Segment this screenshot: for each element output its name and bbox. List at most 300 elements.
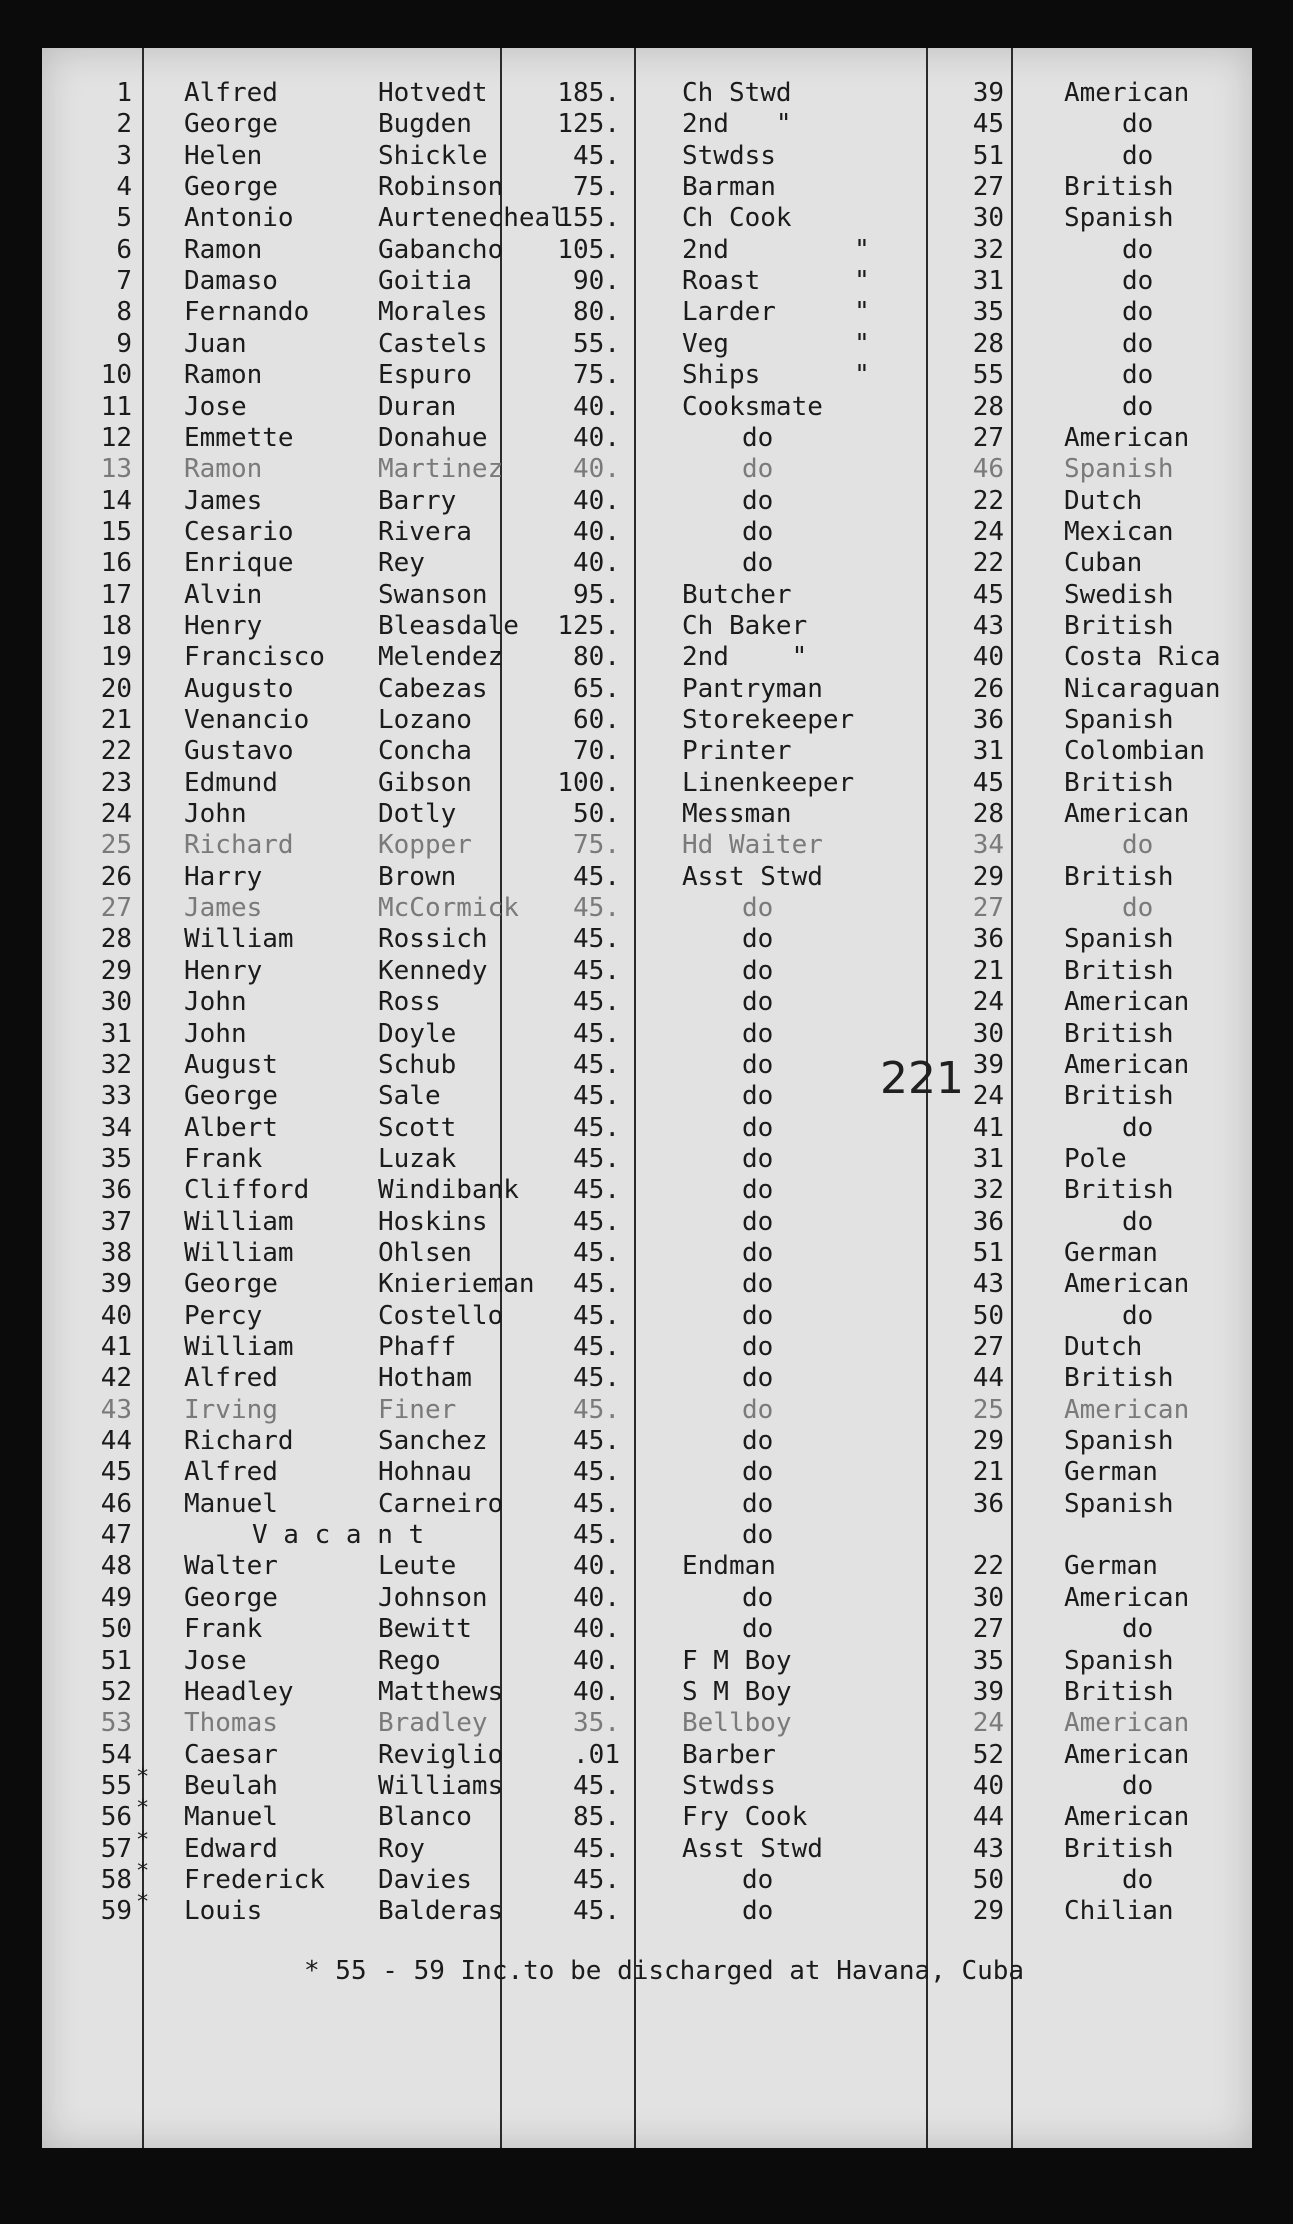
rating: do: [742, 1269, 774, 1299]
wage: 45.: [573, 1426, 620, 1456]
nationality: Spanish: [1064, 1426, 1174, 1456]
row-number: 23: [100, 768, 132, 798]
age: 30: [972, 203, 1004, 233]
wage: 45.: [573, 1834, 620, 1864]
rating: do: [742, 1238, 774, 1268]
nationality: British: [1064, 172, 1174, 202]
age: 51: [972, 141, 1004, 171]
nationality: Spanish: [1064, 924, 1174, 954]
row-number: 2: [116, 109, 132, 139]
row-number: 33: [100, 1081, 132, 1111]
crew-list-page: [42, 48, 1252, 2148]
first-name: James: [184, 893, 263, 923]
row-number: 27: [100, 893, 132, 923]
nationality: Spanish: [1064, 203, 1174, 233]
wage: 45.: [573, 893, 620, 923]
age: 22: [972, 1551, 1004, 1581]
first-name: Antonio: [184, 203, 294, 233]
nationality: American: [1064, 78, 1190, 108]
wage: .01: [573, 1740, 620, 1770]
nationality: do: [1122, 1771, 1154, 1801]
row-number: 35: [100, 1144, 132, 1174]
last-name: Bradley: [378, 1708, 488, 1738]
rating: do: [742, 1896, 774, 1926]
wage: 40.: [573, 1551, 620, 1581]
wage: 80.: [573, 642, 620, 672]
last-name: Leute: [378, 1551, 457, 1581]
nationality: American: [1064, 1583, 1190, 1613]
age: 52: [972, 1740, 1004, 1770]
wage: 40.: [573, 1646, 620, 1676]
last-name: Duran: [378, 392, 457, 422]
wage: 40.: [573, 517, 620, 547]
last-name: Costello: [378, 1301, 504, 1331]
wage: 45.: [573, 1520, 620, 1550]
rating: Hd Waiter: [682, 830, 823, 860]
first-name: Edward: [184, 1834, 278, 1864]
age: 41: [972, 1113, 1004, 1143]
footnote: * 55 - 59 Inc.to be discharged at Havana, Cuba: [304, 1956, 1025, 1986]
rating: S M Boy: [682, 1677, 792, 1707]
first-name: Damaso: [184, 266, 278, 296]
first-name: Headley: [184, 1677, 294, 1707]
wage: 75.: [573, 360, 620, 390]
last-name: Hoskins: [378, 1207, 488, 1237]
first-name: Irving: [184, 1395, 278, 1425]
row-number: 4: [116, 172, 132, 202]
nationality: British: [1064, 1677, 1174, 1707]
rating: do: [742, 486, 774, 516]
row-number: 29: [100, 956, 132, 986]
age: 32: [972, 235, 1004, 265]
last-name: Doyle: [378, 1019, 457, 1049]
page-number: 221: [880, 1053, 964, 1104]
first-name: Emmette: [184, 423, 294, 453]
last-name: Luzak: [378, 1144, 457, 1174]
rating: Messman: [682, 799, 792, 829]
nationality: American: [1064, 1740, 1190, 1770]
nationality: British: [1064, 1834, 1174, 1864]
age: 27: [972, 423, 1004, 453]
nationality: do: [1122, 235, 1154, 265]
first-name: Jose: [184, 392, 247, 422]
last-name: Concha: [378, 736, 472, 766]
discharge-asterisk: *: [136, 1828, 150, 1853]
rating: Linenkeeper: [682, 768, 855, 798]
first-name: Alfred: [184, 1457, 278, 1487]
wage: 45.: [573, 1301, 620, 1331]
row-number: 45: [100, 1457, 132, 1487]
row-number: 55: [100, 1771, 132, 1801]
age: 24: [972, 517, 1004, 547]
first-name: Cesario: [184, 517, 294, 547]
wage: 40.: [573, 548, 620, 578]
last-name: Goitia: [378, 266, 472, 296]
row-number: 22: [100, 736, 132, 766]
nationality: Spanish: [1064, 705, 1174, 735]
wage: 45.: [573, 862, 620, 892]
nationality: Spanish: [1064, 1489, 1174, 1519]
rating: Veg ": [682, 329, 870, 359]
nationality: German: [1064, 1238, 1158, 1268]
last-name: Balderas: [378, 1896, 504, 1926]
wage: 45.: [573, 1207, 620, 1237]
first-name: Walter: [184, 1551, 278, 1581]
age: 43: [972, 1834, 1004, 1864]
first-name: Helen: [184, 141, 263, 171]
rating: do: [742, 1363, 774, 1393]
row-number: 48: [100, 1551, 132, 1581]
wage: 125.: [557, 109, 620, 139]
row-number: 42: [100, 1363, 132, 1393]
wage: 80.: [573, 297, 620, 327]
row-number: 31: [100, 1019, 132, 1049]
first-name: William: [184, 1207, 294, 1237]
rating: Bellboy: [682, 1708, 792, 1738]
last-name: Carneiro: [378, 1489, 504, 1519]
nationality: do: [1122, 266, 1154, 296]
age: 24: [972, 1708, 1004, 1738]
age: 44: [972, 1802, 1004, 1832]
age: 35: [972, 297, 1004, 327]
rating: do: [742, 893, 774, 923]
age: 28: [972, 392, 1004, 422]
rating: do: [742, 1614, 774, 1644]
first-name: Thomas: [184, 1708, 278, 1738]
first-name: Alfred: [184, 1363, 278, 1393]
row-number: 34: [100, 1113, 132, 1143]
last-name: Sale: [378, 1081, 441, 1111]
nationality: American: [1064, 1395, 1190, 1425]
rating: do: [742, 1489, 774, 1519]
wage: 45.: [573, 1081, 620, 1111]
first-name: Manuel: [184, 1802, 278, 1832]
last-name: Castels: [378, 329, 488, 359]
first-name: Augusto: [184, 674, 294, 704]
last-name: Hohnau: [378, 1457, 472, 1487]
discharge-asterisk: *: [136, 1890, 150, 1915]
nationality: British: [1064, 1175, 1174, 1205]
nationality: American: [1064, 1269, 1190, 1299]
nationality: British: [1064, 956, 1174, 986]
row-number: 6: [116, 235, 132, 265]
wage: 40.: [573, 392, 620, 422]
row-number: 52: [100, 1677, 132, 1707]
discharge-asterisk: *: [136, 1859, 150, 1884]
first-name: Louis: [184, 1896, 263, 1926]
last-name: Bugden: [378, 109, 472, 139]
row-number: 8: [116, 297, 132, 327]
nationality: do: [1122, 1865, 1154, 1895]
row-number: 54: [100, 1740, 132, 1770]
last-name: Gibson: [378, 768, 472, 798]
first-name: Albert: [184, 1113, 278, 1143]
last-name: Donahue: [378, 423, 488, 453]
rating: do: [742, 1395, 774, 1425]
last-name: Rossich: [378, 924, 488, 954]
row-number: 15: [100, 517, 132, 547]
wage: 45.: [573, 1269, 620, 1299]
age: 26: [972, 674, 1004, 704]
age: 36: [972, 705, 1004, 735]
row-number: 36: [100, 1175, 132, 1205]
age: 29: [972, 1426, 1004, 1456]
nationality: Chilian: [1064, 1896, 1174, 1926]
rating: do: [742, 548, 774, 578]
rating: Asst Stwd: [682, 1834, 823, 1864]
first-name: Ramon: [184, 235, 263, 265]
row-number: 25: [100, 830, 132, 860]
last-name: Shickle: [378, 141, 488, 171]
last-name: Davies: [378, 1865, 472, 1895]
age: 44: [972, 1363, 1004, 1393]
age: 25: [972, 1395, 1004, 1425]
last-name: Kennedy: [378, 956, 488, 986]
nationality: British: [1064, 768, 1174, 798]
row-number: 17: [100, 580, 132, 610]
age: 21: [972, 956, 1004, 986]
discharge-asterisk: *: [136, 1765, 150, 1790]
rating: do: [742, 1207, 774, 1237]
rating: Asst Stwd: [682, 862, 823, 892]
age: 31: [972, 1144, 1004, 1174]
discharge-asterisk: *: [136, 1796, 150, 1821]
nationality: Swedish: [1064, 580, 1174, 610]
row-number: 46: [100, 1489, 132, 1519]
rating: do: [742, 1457, 774, 1487]
last-name: Swanson: [378, 580, 488, 610]
rating: do: [742, 423, 774, 453]
first-name: Clifford: [184, 1175, 310, 1205]
wage: 155.: [557, 203, 620, 233]
nationality: American: [1064, 1708, 1190, 1738]
nationality: Dutch: [1064, 486, 1143, 516]
row-number: 44: [100, 1426, 132, 1456]
first-name: August: [184, 1050, 278, 1080]
rating: Ch Stwd: [682, 78, 792, 108]
row-number: 47: [100, 1520, 132, 1550]
first-name: Harry: [184, 862, 263, 892]
nationality: British: [1064, 1363, 1174, 1393]
age: 46: [972, 454, 1004, 484]
row-number: 28: [100, 924, 132, 954]
age: 29: [972, 1896, 1004, 1926]
age: 29: [972, 862, 1004, 892]
wage: 100.: [557, 768, 620, 798]
age: 40: [972, 642, 1004, 672]
rating: Larder ": [682, 297, 870, 327]
age: 36: [972, 1489, 1004, 1519]
last-name: Gabancho: [378, 235, 504, 265]
row-number: 49: [100, 1583, 132, 1613]
rating: Ch Cook: [682, 203, 792, 233]
wage: 45.: [573, 1865, 620, 1895]
rating: do: [742, 1144, 774, 1174]
first-name: Alfred: [184, 78, 278, 108]
row-number: 24: [100, 799, 132, 829]
last-name: Roy: [378, 1834, 425, 1864]
first-name: V a c a n t: [252, 1520, 425, 1550]
age: 22: [972, 486, 1004, 516]
wage: 40.: [573, 454, 620, 484]
row-number: 7: [116, 266, 132, 296]
last-name: Cabezas: [378, 674, 488, 704]
last-name: Rivera: [378, 517, 472, 547]
nationality: do: [1122, 893, 1154, 923]
rating: Barber: [682, 1740, 776, 1770]
nationality: American: [1064, 799, 1190, 829]
wage: 60.: [573, 705, 620, 735]
last-name: Sanchez: [378, 1426, 488, 1456]
rating: do: [742, 956, 774, 986]
last-name: Johnson: [378, 1583, 488, 1613]
age: 27: [972, 172, 1004, 202]
row-number: 14: [100, 486, 132, 516]
wage: 40.: [573, 1583, 620, 1613]
first-name: Venancio: [184, 705, 310, 735]
rating: do: [742, 924, 774, 954]
rating: Printer: [682, 736, 792, 766]
row-number: 39: [100, 1269, 132, 1299]
nationality: British: [1064, 1081, 1174, 1111]
age: 21: [972, 1457, 1004, 1487]
row-number: 38: [100, 1238, 132, 1268]
last-name: Hotvedt: [378, 78, 488, 108]
first-name: George: [184, 1269, 278, 1299]
nationality: Dutch: [1064, 1332, 1143, 1362]
first-name: George: [184, 1583, 278, 1613]
row-number: 18: [100, 611, 132, 641]
first-name: Beulah: [184, 1771, 278, 1801]
row-number: 58: [100, 1865, 132, 1895]
wage: 40.: [573, 423, 620, 453]
row-number: 11: [100, 392, 132, 422]
row-number: 20: [100, 674, 132, 704]
last-name: Ross: [378, 987, 441, 1017]
nationality: American: [1064, 1050, 1190, 1080]
age: 39: [972, 1050, 1004, 1080]
last-name: Rego: [378, 1646, 441, 1676]
rating: do: [742, 1301, 774, 1331]
wage: 45.: [573, 1238, 620, 1268]
rating: 2nd ": [682, 235, 870, 265]
age: 45: [972, 109, 1004, 139]
nationality: do: [1122, 329, 1154, 359]
last-name: Bleasdale: [378, 611, 519, 641]
last-name: Hotham: [378, 1363, 472, 1393]
nationality: do: [1122, 830, 1154, 860]
wage: 40.: [573, 1614, 620, 1644]
first-name: George: [184, 172, 278, 202]
wage: 45.: [573, 1175, 620, 1205]
age: 43: [972, 1269, 1004, 1299]
last-name: Aurtenecheal: [378, 203, 566, 233]
last-name: Brown: [378, 862, 457, 892]
first-name: William: [184, 1332, 294, 1362]
age: 28: [972, 329, 1004, 359]
row-number: 59: [100, 1896, 132, 1926]
nationality: do: [1122, 109, 1154, 139]
wage: 45.: [573, 956, 620, 986]
rating: Stwdss: [682, 141, 776, 171]
age: 31: [972, 266, 1004, 296]
wage: 125.: [557, 611, 620, 641]
first-name: James: [184, 486, 263, 516]
rating: Ch Baker: [682, 611, 808, 641]
wage: 75.: [573, 172, 620, 202]
rating: Fry Cook: [682, 1802, 808, 1832]
first-name: Manuel: [184, 1489, 278, 1519]
row-number: 53: [100, 1708, 132, 1738]
first-name: Fernando: [184, 297, 310, 327]
row-number: 37: [100, 1207, 132, 1237]
last-name: Williams: [378, 1771, 504, 1801]
wage: 40.: [573, 1677, 620, 1707]
nationality: British: [1064, 1019, 1174, 1049]
age: 27: [972, 893, 1004, 923]
rating: Endman: [682, 1551, 776, 1581]
first-name: William: [184, 924, 294, 954]
column-rule-3: [634, 48, 636, 2148]
nationality: American: [1064, 987, 1190, 1017]
wage: 45.: [573, 1113, 620, 1143]
first-name: William: [184, 1238, 294, 1268]
first-name: Edmund: [184, 768, 278, 798]
rating: Roast ": [682, 266, 870, 296]
rating: Ships ": [682, 360, 870, 390]
nationality: German: [1064, 1457, 1158, 1487]
age: 34: [972, 830, 1004, 860]
age: 22: [972, 548, 1004, 578]
age: 39: [972, 78, 1004, 108]
row-number: 43: [100, 1395, 132, 1425]
first-name: John: [184, 799, 247, 829]
first-name: Henry: [184, 611, 263, 641]
rating: do: [742, 1332, 774, 1362]
row-number: 19: [100, 642, 132, 672]
last-name: Espuro: [378, 360, 472, 390]
first-name: Ramon: [184, 454, 263, 484]
wage: 55.: [573, 329, 620, 359]
last-name: Melendez: [378, 642, 504, 672]
age: 24: [972, 1081, 1004, 1111]
age: 30: [972, 1019, 1004, 1049]
last-name: Martinez: [378, 454, 504, 484]
rating: Pantryman: [682, 674, 823, 704]
nationality: Colombian: [1064, 736, 1205, 766]
last-name: Morales: [378, 297, 488, 327]
age: 50: [972, 1301, 1004, 1331]
nationality: do: [1122, 1207, 1154, 1237]
age: 45: [972, 768, 1004, 798]
first-name: Enrique: [184, 548, 294, 578]
wage: 45.: [573, 1019, 620, 1049]
last-name: Finer: [378, 1395, 457, 1425]
rating: do: [742, 1175, 774, 1205]
rating: do: [742, 1865, 774, 1895]
first-name: Gustavo: [184, 736, 294, 766]
row-number: 26: [100, 862, 132, 892]
last-name: Knierieman: [378, 1269, 535, 1299]
wage: 45.: [573, 1457, 620, 1487]
row-number: 1: [116, 78, 132, 108]
nationality: do: [1122, 392, 1154, 422]
nationality: do: [1122, 141, 1154, 171]
wage: 105.: [557, 235, 620, 265]
wage: 65.: [573, 674, 620, 704]
row-number: 57: [100, 1834, 132, 1864]
nationality: Nicaraguan: [1064, 674, 1221, 704]
